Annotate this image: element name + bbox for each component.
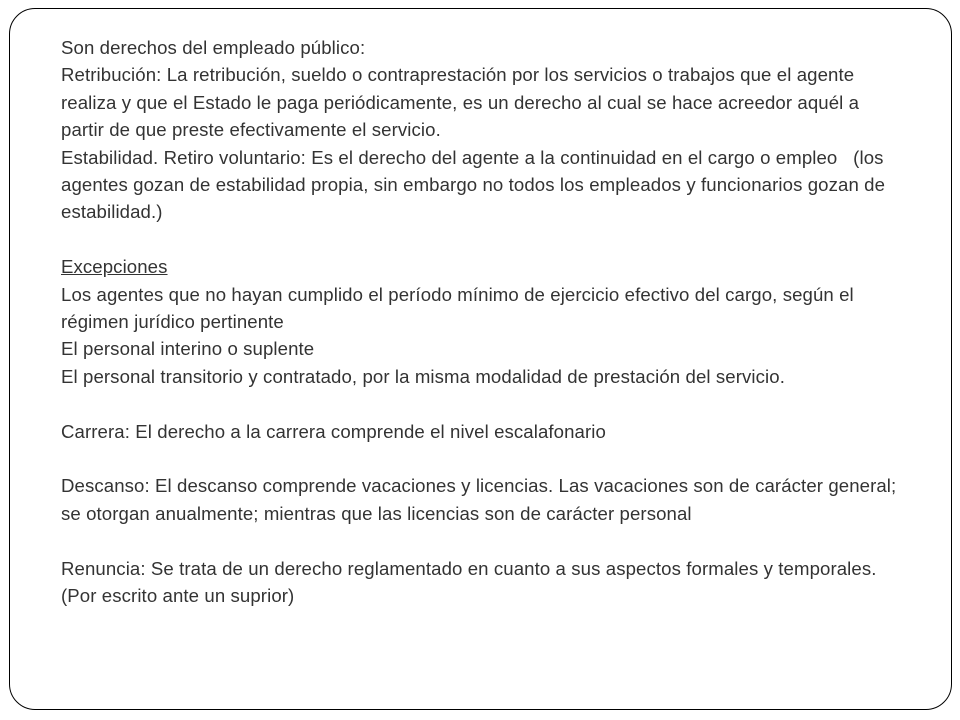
spacer [61,390,906,417]
text-estabilidad: Es el derecho del agente a la continuidad en el cargo o empleo (los agentes gozan de estabilidad propia, sin embargo no todos los empleados y funcionarios gozan de estabilidad.) [61,146,891,223]
term-descanso: Descanso: [61,475,150,497]
text-retribucion: La retribución, sueldo o contraprestación por los servicios o trabajos que el agente realiza y que el Estado le paga periódicamente, es un derecho al cual se hace acreedor aquél a partir de que preste efectivamente el servicio. [61,64,860,141]
term-carrera: Carrera: [61,420,130,442]
spacer [61,527,906,554]
slide-heading: Son derechos del empleado público: [61,37,366,58]
excepciones-title: Excepciones [61,256,168,278]
slide-content [61,34,906,609]
text-carrera: El derecho a la carrera comprende el nivel escalafonario [130,420,606,442]
term-estabilidad: Estabilidad. Retiro voluntario: [61,146,306,168]
term-retribucion: Retribución: [61,64,162,86]
paragraph-renuncia [61,555,906,610]
excepciones-item-2: El personal interino o suplente [61,338,315,360]
text-renuncia: Se trata de un derecho reglamentado en cuanto a sus aspectos formales y temporales. (Por escrito ante un suprior) [61,557,888,607]
spacer [61,445,906,472]
excepciones-item-1: Los agentes que no hayan cumplido el período mínimo de ejercicio efectivo del cargo, según el régimen jurídico pertinente [61,283,854,333]
excepciones-item-3: El personal transitorio y contratado, por la misma modalidad de prestación del servicio. [61,365,785,387]
text-descanso: El descanso comprende vacaciones y licencias. Las vacaciones son de carácter general; se otorgan anualmente; mientras que las licencias son de carácter personal [61,475,897,524]
paragraph-estabilidad [61,144,906,226]
spacer [61,226,906,253]
paragraph-carrera [61,418,906,445]
term-renuncia: Renuncia: [61,557,146,579]
paragraph-descanso [61,472,906,527]
paragraph-retribucion [61,61,906,143]
